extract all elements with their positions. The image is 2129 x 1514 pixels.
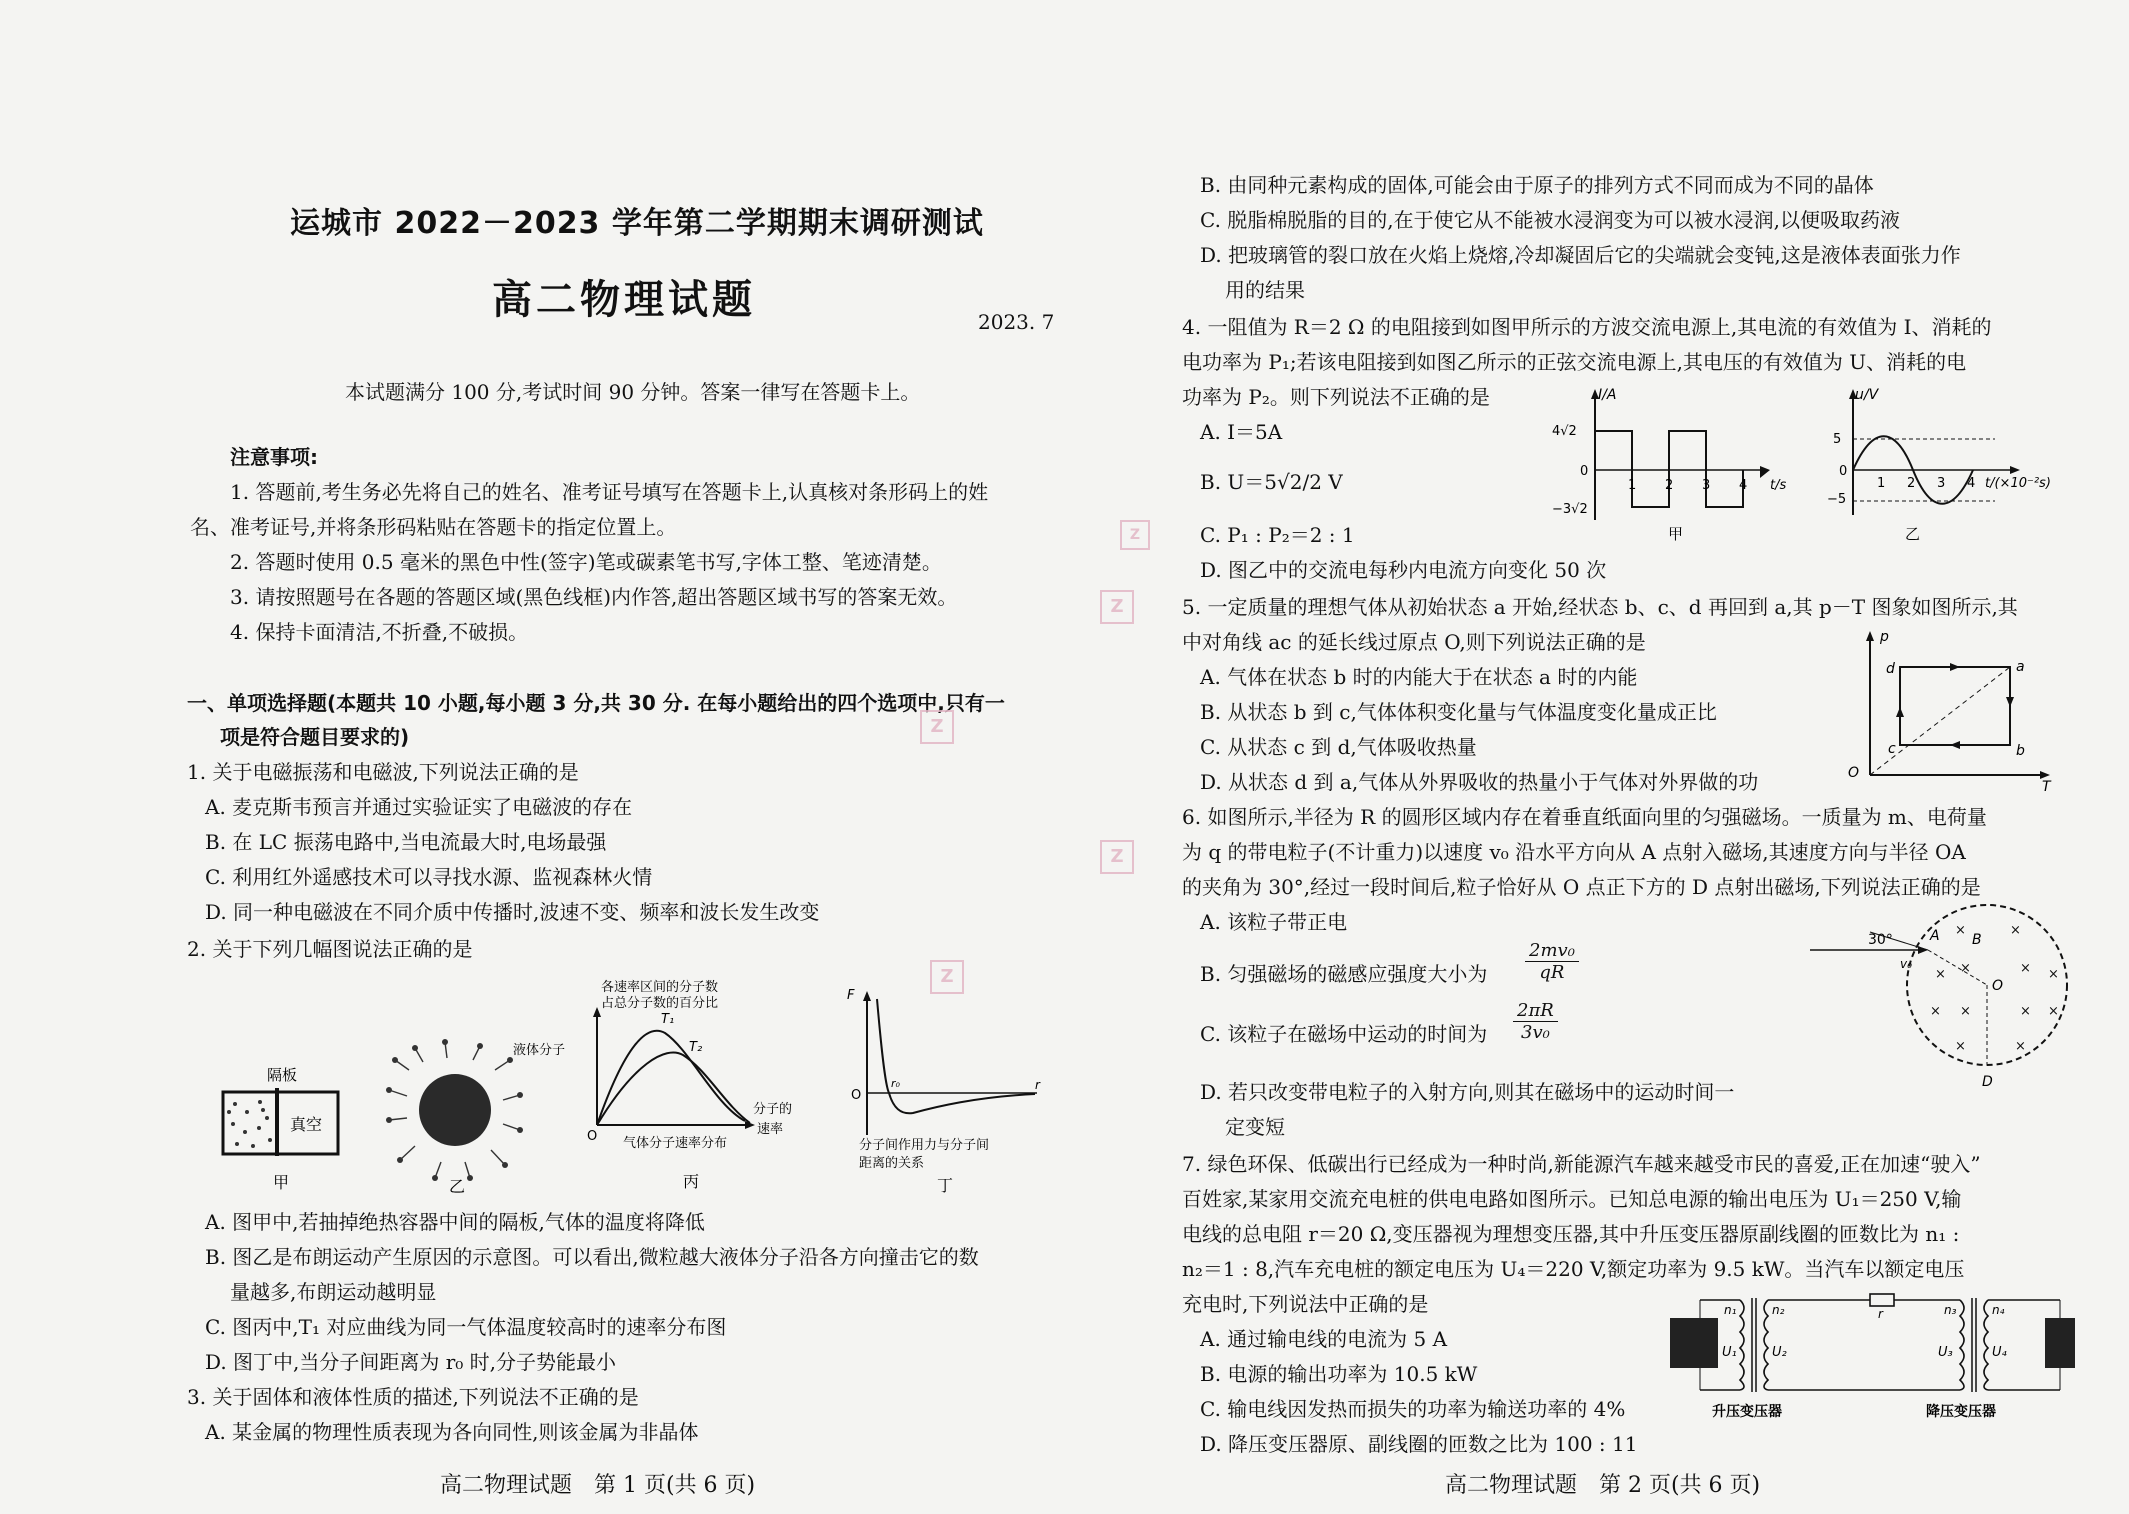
watermark-logo-icon: Z — [930, 960, 964, 994]
q3-option-c: C. 脱脂棉脱脂的目的,在于使它从不能被水浸润变为可以被水浸润,以便吸取药液 — [1200, 208, 1901, 232]
bing-t1: T₁ — [661, 1012, 675, 1027]
yi-label-liquid: 液体分子 — [513, 1043, 566, 1058]
q1-option-c: C. 利用红外遥感技术可以寻找水源、监视森林火情 — [205, 865, 653, 889]
q6-stem-1: 6. 如图所示,半径为 R 的圆形区域内存在着垂直纸面向里的匀强磁场。一质量为 m、电荷量 — [1182, 805, 1987, 829]
q2-fig-yi — [385, 1040, 566, 1196]
ding-sub1: 分子间作用力与分子间 — [859, 1138, 990, 1153]
svg-text:×: × — [1955, 1039, 1966, 1054]
q2-option-d: D. 图丁中,当分子间距离为 r₀ 时,分子势能最小 — [205, 1350, 617, 1374]
q1-option-a: A. 麦克斯韦预言并通过实验证实了电磁波的存在 — [205, 795, 633, 819]
q7-stem-3: 电线的总电阻 r＝20 Ω,变压器视为理想变压器,其中升压变压器原副线圈的匝数比为 n₁ : — [1182, 1222, 1960, 1246]
watermark-logo-icon: Z — [1100, 590, 1134, 624]
q2-stem: 2. 关于下列几幅图说法正确的是 — [187, 937, 473, 961]
note-2: 2. 答题时使用 0.5 毫米的黑色中性(签字)笔或碳素笔书写,字体工整、笔迹清楚。 — [230, 550, 942, 574]
q6-option-d: D. 若只改变带电粒子的入射方向,则其在磁场中的运动时间一 — [1200, 1080, 1735, 1104]
charger-block — [2045, 1318, 2075, 1368]
q7-stem-5: 充电时,下列说法中正确的是 — [1182, 1292, 1429, 1316]
q4-fig-yi — [1825, 385, 2110, 545]
q3-option-a: A. 某金属的物理性质表现为各向同性,则该金属为非晶体 — [205, 1420, 699, 1444]
section-heading-b: 项是符合题目要求的) — [220, 725, 410, 749]
q3-option-d: D. 把玻璃管的裂口放在火焰上烧熔,冷却凝固后它的尖端就会变钝,这是液体表面张力作 — [1200, 243, 1961, 267]
exam-title: 运城市 2022－2023 学年第二学期期末调研测试 — [290, 206, 984, 241]
q6-c-num: 2πR — [1513, 1000, 1558, 1022]
q5-option-c: C. 从状态 c 到 d,气体吸收热量 — [1200, 735, 1477, 759]
q4-jia-top: 4√2 — [1552, 424, 1577, 439]
svg-text:×: × — [2010, 923, 2021, 938]
q6-fig-field — [1800, 910, 2070, 1090]
q6-option-a: A. 该粒子带正电 — [1200, 910, 1348, 934]
q4-yi-tick-3: 3 — [1937, 476, 1946, 491]
q6-stem-2: 为 q 的带电粒子(不计重力)以速度 v₀ 沿水平方向从 A 点射入磁场,其速度方向与半径 OA — [1182, 840, 1966, 864]
q7-n1: n₁ — [1724, 1303, 1737, 1317]
q6-option-b: B. 匀强磁场的磁感应强度大小为 — [1200, 962, 1488, 986]
q6-angle: 30° — [1868, 932, 1893, 948]
svg-text:×: × — [1960, 1004, 1971, 1019]
q7-u4: U₄ — [1992, 1345, 2007, 1360]
q5-option-a: A. 气体在状态 b 时的内能大于在状态 a 时的内能 — [1200, 665, 1638, 689]
ding-o: O — [851, 1088, 862, 1103]
q6-d: D — [1982, 1074, 1993, 1090]
q4-jia-tick-3: 3 — [1702, 478, 1711, 493]
q4-jia-caption: 甲 — [1668, 525, 1684, 543]
q1-option-d: D. 同一种电磁波在不同介质中传播时,波速不变、频率和波长发生改变 — [205, 900, 820, 924]
q4-option-c: C. P₁ : P₂＝2 : 1 — [1200, 523, 1355, 547]
q7-r: r — [1878, 1307, 1883, 1321]
watermark-logo-icon: Z — [1100, 840, 1134, 874]
q2-option-c: C. 图丙中,T₁ 对应曲线为同一气体温度较高时的速率分布图 — [205, 1315, 727, 1339]
q6-b: B — [1972, 932, 1982, 948]
q4-stem-1: 4. 一阻值为 R＝2 Ω 的电阻接到如图甲所示的方波交流电源上,其电流的有效值为 I、消耗的 — [1182, 315, 1992, 339]
q5-stem-1: 5. 一定质量的理想气体从初始状态 a 开始,经状态 b、c、d 再回到 a,其 p－T 图象如图所示,其 — [1182, 595, 2018, 619]
q7-stem-2: 百姓家,某家用交流充电桩的供电电路如图所示。已知总电源的输出电压为 U₁＝250 V,输 — [1182, 1187, 1962, 1211]
q7-n2: n₂ — [1772, 1303, 1785, 1317]
bing-t2: T₂ — [689, 1040, 703, 1055]
exam-intro: 本试题满分 100 分,考试时间 90 分钟。答案一律写在答题卡上。 — [345, 380, 921, 404]
q5-stem-2: 中对角线 ac 的延长线过原点 O,则下列说法正确的是 — [1182, 630, 1646, 654]
q5-o: O — [1848, 765, 1860, 781]
q2-option-a: A. 图甲中,若抽掉绝热容器中间的隔板,气体的温度将降低 — [205, 1210, 705, 1234]
q3-option-b: B. 由同种元素构成的固体,可能会由于原子的排列方式不同而成为不同的晶体 — [1200, 173, 1874, 197]
q6-b-num: 2mv₀ — [1525, 940, 1579, 962]
q7-option-c: C. 输电线因发热而损失的功率为输送功率的 4% — [1200, 1397, 1626, 1421]
svg-text:×: × — [1955, 923, 1966, 938]
q7-option-a: A. 通过输电线的电流为 5 A — [1200, 1327, 1448, 1351]
q4-yi-zero: 0 — [1839, 464, 1848, 479]
svg-text:×: × — [2048, 967, 2059, 982]
q4-jia-bottom: −3√2 — [1552, 502, 1588, 517]
q4-stem-2: 电功率为 P₁;若该电阻接到如图乙所示的正弦交流电源上,其电压的有效值为 U、消耗的电 — [1182, 350, 1967, 374]
subject-title: 高二物理试题 — [492, 277, 756, 323]
q5-c: c — [1888, 741, 1896, 757]
bing-origin: O — [587, 1129, 598, 1144]
q5-option-d: D. 从状态 d 到 a,气体从外界吸收的热量小于气体对外界做的功 — [1200, 770, 1759, 794]
q4-jia-zero: 0 — [1580, 464, 1589, 479]
note-4: 4. 保持卡面清洁,不折叠,不破损。 — [230, 620, 529, 644]
q7-u2: U₂ — [1772, 1345, 1787, 1360]
q5-b: b — [2016, 743, 2025, 759]
q4-jia-tick-1: 1 — [1628, 478, 1637, 493]
bing-xlabel1: 分子的 — [753, 1102, 793, 1117]
q7-up-label: 升压变压器 — [1712, 1404, 1782, 1420]
ding-r: r — [1035, 1078, 1040, 1092]
notes-title: 注意事项: — [230, 445, 318, 469]
jia-caption: 甲 — [273, 1173, 290, 1192]
q6-option-c-fraction — [1513, 1000, 1558, 1043]
q1-stem: 1. 关于电磁振荡和电磁波,下列说法正确的是 — [187, 760, 579, 784]
q4-yi-tick-1: 1 — [1877, 476, 1886, 491]
q6-v0: v₀ — [1900, 957, 1912, 971]
q4-yi-tick-4: 4 — [1967, 476, 1976, 491]
bing-xlabel2: 速率 — [757, 1122, 784, 1137]
ding-sub2: 距离的关系 — [859, 1156, 925, 1171]
q7-n4: n₄ — [1992, 1303, 2005, 1317]
bing-sub: 气体分子速率分布 — [623, 1136, 728, 1151]
q4-yi-tick-2: 2 — [1907, 476, 1916, 491]
svg-text:×: × — [1935, 967, 1946, 982]
q5-option-b: B. 从状态 b 到 c,气体体积变化量与气体温度变化量成正比 — [1200, 700, 1717, 724]
q4-option-b: B. U＝5√2/2 V — [1200, 470, 1343, 494]
q4-yi-ylabel: u/V — [1855, 387, 1879, 403]
q4-yi-bottom: −5 — [1827, 492, 1847, 507]
q7-stem-1: 7. 绿色环保、低碳出行已经成为一种时尚,新能源汽车越来越受市民的喜爱,正在加速“驶入” — [1182, 1152, 1981, 1176]
q7-down-label: 降压变压器 — [1926, 1404, 1996, 1420]
q4-stem-3: 功率为 P₂。则下列说法不正确的是 — [1182, 385, 1490, 409]
q3-option-d-cont: 用的结果 — [1225, 278, 1305, 302]
ding-r0: r₀ — [891, 1077, 900, 1090]
q5-fig-pt — [1830, 625, 2060, 795]
svg-text:×: × — [2048, 1004, 2059, 1019]
q6-stem-3: 的夹角为 30°,经过一段时间后,粒子恰好从 O 点正下方的 D 点射出磁场,下列说法正确的是 — [1182, 875, 1981, 899]
q2-fig-bing — [585, 975, 815, 1195]
q4-yi-top: 5 — [1833, 432, 1842, 447]
note-1b: 名、准考证号,并将条形码粘贴在答题卡的指定位置上。 — [190, 515, 677, 539]
q5-a: a — [2016, 659, 2025, 675]
q4-jia-tick-4: 4 — [1739, 478, 1748, 493]
q6-option-b-fraction — [1525, 940, 1579, 983]
ding-f: F — [847, 988, 855, 1003]
q3-stem: 3. 关于固体和液体性质的描述,下列说法不正确的是 — [187, 1385, 639, 1409]
power-source-block — [1670, 1318, 1718, 1368]
q6-b-den: qR — [1539, 962, 1565, 983]
q4-fig-jia — [1550, 385, 1800, 545]
section-heading: 一、单项选择题(本题共 10 小题,每小题 3 分,共 30 分. 在每小题给出的四个选项中,只有一 — [187, 691, 1005, 715]
q6-option-d-cont: 定变短 — [1225, 1115, 1285, 1139]
q1-option-b: B. 在 LC 振荡电路中,当电流最大时,电场最强 — [205, 830, 607, 854]
q4-yi-caption: 乙 — [1905, 525, 1921, 543]
yi-caption: 乙 — [449, 1177, 466, 1196]
q6-c-den: 3v₀ — [1521, 1022, 1550, 1043]
jia-label-vacuum: 真空 — [290, 1115, 323, 1134]
q4-option-a: A. I＝5A — [1200, 420, 1283, 444]
q4-jia-tick-2: 2 — [1665, 478, 1674, 493]
bing-caption: 丙 — [683, 1172, 700, 1191]
q7-n3: n₃ — [1944, 1303, 1957, 1317]
exam-date: 2023. 7 — [978, 310, 1055, 334]
q6-option-c: C. 该粒子在磁场中运动的时间为 — [1200, 1022, 1488, 1046]
q2-option-b-cont: 量越多,布朗运动越明显 — [230, 1280, 437, 1304]
svg-text:×: × — [1930, 1004, 1941, 1019]
svg-text:×: × — [2015, 1039, 2026, 1054]
q2-fig-jia — [215, 1060, 345, 1195]
page-footer-left: 高二物理试题 第 1 页(共 6 页) — [440, 1473, 756, 1498]
q7-u1: U₁ — [1722, 1345, 1737, 1360]
ding-caption: 丁 — [937, 1176, 954, 1195]
q4-option-d: D. 图乙中的交流电每秒内电流方向变化 50 次 — [1200, 558, 1607, 582]
bing-top1: 各速率区间的分子数 — [601, 980, 719, 995]
q4-yi-xlabel: t/(×10⁻²s) — [1985, 476, 2051, 491]
q7-stem-4: n₂＝1 : 8,汽车充电桩的额定电压为 U₄＝220 V,额定功率为 9.5 kW。当汽车以额定电压 — [1182, 1257, 1965, 1281]
q4-jia-xlabel: t/s — [1770, 478, 1787, 493]
watermark-logo-icon: Z — [1120, 520, 1150, 550]
watermark-logo-icon: Z — [920, 710, 954, 744]
q5-p: p — [1880, 629, 1889, 645]
jia-label-partition: 隔板 — [267, 1066, 298, 1084]
page-footer-right: 高二物理试题 第 2 页(共 6 页) — [1445, 1473, 1761, 1498]
svg-text:×: × — [1960, 961, 1971, 976]
svg-text:×: × — [2020, 1004, 2031, 1019]
q5-t: T — [2042, 779, 2051, 795]
q7-fig-circuit — [1660, 1290, 2100, 1425]
q7-option-b: B. 电源的输出功率为 10.5 kW — [1200, 1362, 1478, 1386]
bing-top2: 占总分子数的百分比 — [601, 996, 719, 1011]
svg-text:×: × — [2020, 961, 2031, 976]
q6-o: O — [1992, 978, 2004, 994]
q2-fig-ding — [845, 985, 1045, 1195]
q2-option-b: B. 图乙是布朗运动产生原因的示意图。可以看出,微粒越大液体分子沿各方向撞击它的数 — [205, 1245, 979, 1269]
q5-d: d — [1886, 661, 1895, 677]
q4-jia-ylabel: I/A — [1598, 387, 1617, 403]
note-1: 1. 答题前,考生务必先将自己的姓名、准考证号填写在答题卡上,认真核对条形码上的姓 — [230, 480, 989, 504]
note-3: 3. 请按照题号在各题的答题区域(黑色线框)内作答,超出答题区域书写的答案无效。 — [230, 585, 958, 609]
q6-a: A — [1930, 928, 1940, 944]
q7-option-d: D. 降压变压器原、副线圈的匝数之比为 100 : 11 — [1200, 1432, 1638, 1456]
q7-u3: U₃ — [1938, 1345, 1953, 1360]
